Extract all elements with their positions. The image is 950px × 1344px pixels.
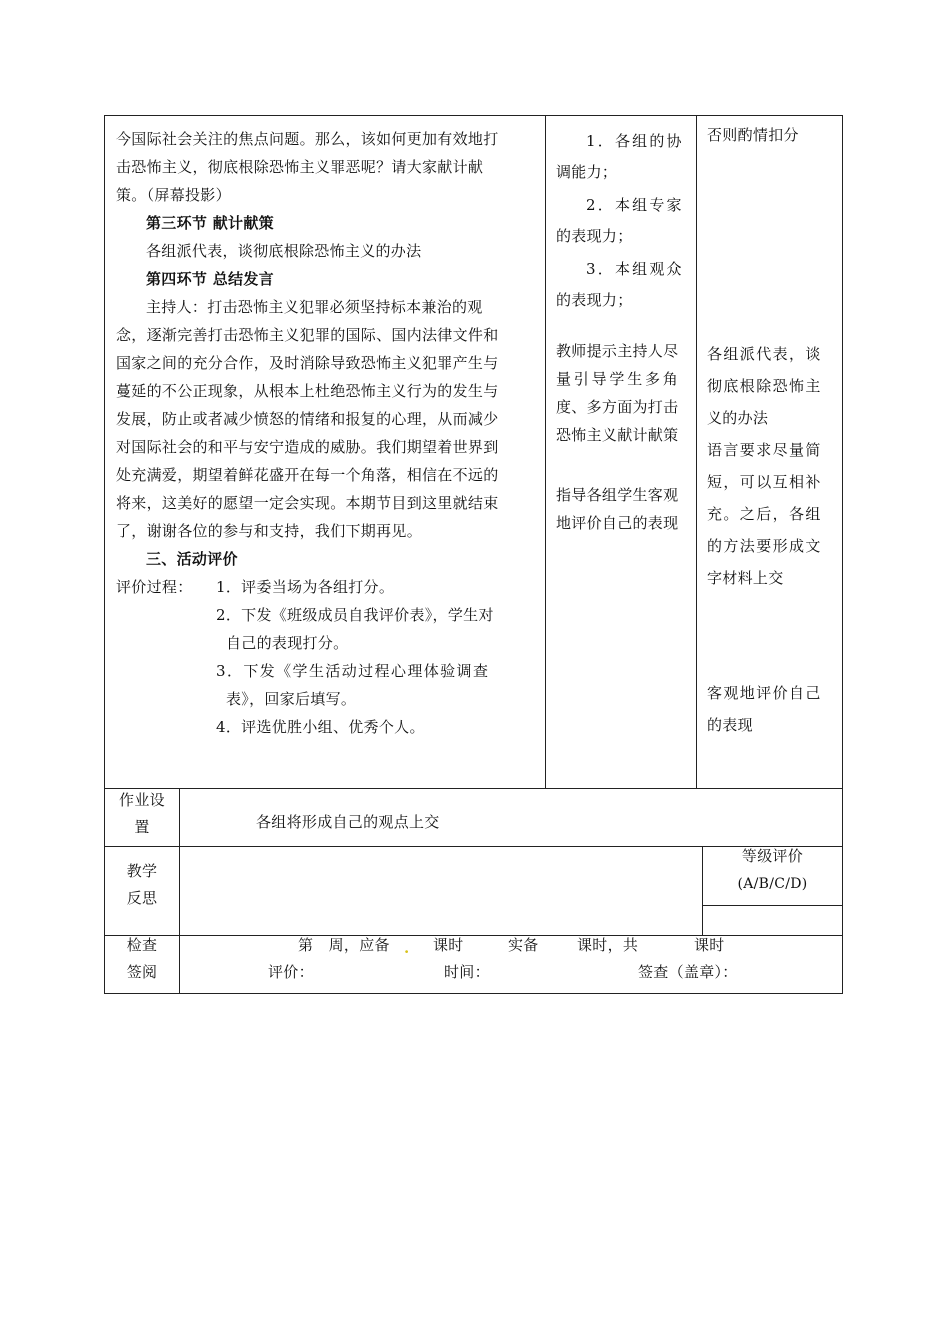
teacher-hint-line: 量引导学生多角 [556, 370, 681, 388]
evaluation-item: 自己的表现打分。 [226, 634, 349, 652]
check-label: 检查 [126, 936, 158, 954]
homework-label: 作业设 [119, 791, 165, 809]
check-evaluation: 评价： [268, 963, 314, 981]
note-line: 各组派代表，谈 [707, 345, 822, 363]
paragraph-line: 击恐怖主义，彻底根除恐怖主义罪恶呢？请大家献计献 [116, 158, 484, 176]
evaluation-item: 2．下发《班级成员自我评价表》，学生对 [216, 606, 494, 624]
evaluation-item: 表》，回家后填写。 [226, 690, 357, 708]
activity-evaluation-title: 三、活动评价 [146, 550, 238, 568]
section-4-title: 第四环节 总结发言 [146, 270, 274, 288]
column-divider-2 [696, 115, 697, 789]
reflection-label: 教学 [126, 862, 158, 880]
host-speech-line: 主持人：打击恐怖主义犯罪必须坚持标本兼治的观 [146, 298, 483, 316]
column-divider-1 [545, 115, 546, 789]
note-line: 的表现 [707, 716, 753, 734]
check-week: 第 周，应备 [298, 936, 390, 954]
check-signature: 签查（盖章）： [638, 963, 738, 981]
host-speech-line: 对国际社会的和平与安宁造成的威胁。我们期望着世界到 [116, 438, 499, 456]
table-bottom-border [104, 993, 843, 994]
teacher-hint-line: 教师提示主持人尽 [556, 342, 679, 360]
homework-content: 各组将形成自己的观点上交 [256, 813, 440, 831]
note-line: 的方法要形成文 [707, 537, 822, 555]
note-line: 充。之后，各组 [707, 505, 822, 523]
reflection-label: 反思 [126, 889, 158, 907]
criteria-item: 的表现力； [556, 227, 633, 245]
label-column-divider [179, 788, 180, 994]
criteria-item: 2．本组专家 [586, 196, 684, 214]
check-label: 签阅 [126, 963, 158, 981]
section-3-text: 各组派代表，谈彻底根除恐怖主义的办法 [146, 242, 422, 260]
note-line: 义的办法 [707, 409, 769, 427]
evaluation-item: 4．评选优胜小组、优秀个人。 [216, 718, 425, 736]
table-right-border [842, 115, 843, 994]
host-speech-line: 了，谢谢各位的参与和支持，我们下期再见。 [116, 522, 423, 540]
teacher-guide-line: 指导各组学生客观 [556, 486, 679, 504]
row-divider-check [104, 935, 843, 936]
criteria-item: 的表现力； [556, 291, 633, 309]
check-hours-end: 课时 [694, 936, 725, 954]
mark-dot: . [404, 939, 410, 957]
evaluation-item: 1．评委当场为各组打分。 [216, 578, 395, 596]
evaluation-item: 3．下发《学生活动过程心理体验调查 [216, 662, 490, 680]
check-hours: 课时 [433, 936, 464, 954]
note-line: 短，可以互相补 [707, 473, 822, 491]
teacher-guide-line: 地评价自己的表现 [556, 514, 679, 532]
check-actual: 实备 [508, 936, 539, 954]
host-speech-line: 蔓延的不公正现象，从根本上杜绝恐怖主义行为的发生与 [116, 382, 499, 400]
evaluation-process-label: 评价过程： [116, 578, 193, 596]
criteria-item: 3．本组观众 [586, 260, 684, 278]
host-speech-line: 将来，这美好的愿望一定会实现。本期节目到这里就结束 [116, 494, 499, 512]
paragraph-line: 策。（屏幕投影） [116, 186, 231, 204]
host-speech-line: 处充满爱，期望着鲜花盛开在每一个角落，相信在不远的 [116, 466, 499, 484]
check-time: 时间： [444, 963, 490, 981]
table-top-border [104, 115, 843, 116]
note-top: 否则酌情扣分 [707, 126, 799, 144]
note-line: 客观地评价自己 [707, 684, 822, 702]
criteria-item: 调能力； [556, 163, 618, 181]
note-line: 语言要求尽量简 [707, 441, 822, 459]
check-hours-total: 课时，共 [577, 936, 639, 954]
host-speech-line: 发展，防止或者减少愤怒的情绪和报复的心理，从而减少 [116, 410, 499, 428]
note-line: 字材料上交 [707, 569, 784, 587]
host-speech-line: 念，逐渐完善打击恐怖主义犯罪的国际、国内法律文件和 [116, 326, 499, 344]
host-speech-line: 国家之间的充分合作，及时消除导致恐怖主义犯罪产生与 [116, 354, 499, 372]
teacher-hint-line: 度、多方面为打击 [556, 398, 679, 416]
homework-label: 置 [134, 818, 150, 836]
section-3-title: 第三环节 献计献策 [146, 214, 274, 232]
note-line: 彻底根除恐怖主 [707, 377, 822, 395]
grade-options: (A/B/C/D) [737, 876, 808, 892]
criteria-item: 1．各组的协 [586, 132, 684, 150]
grade-label: 等级评价 [741, 847, 804, 865]
paragraph-line: 今国际社会关注的焦点问题。那么，该如何更加有效地打 [116, 130, 499, 148]
teacher-hint-line: 恐怖主义献计献策 [556, 426, 679, 444]
grade-row-divider [702, 905, 843, 906]
row-divider-homework [104, 788, 843, 789]
